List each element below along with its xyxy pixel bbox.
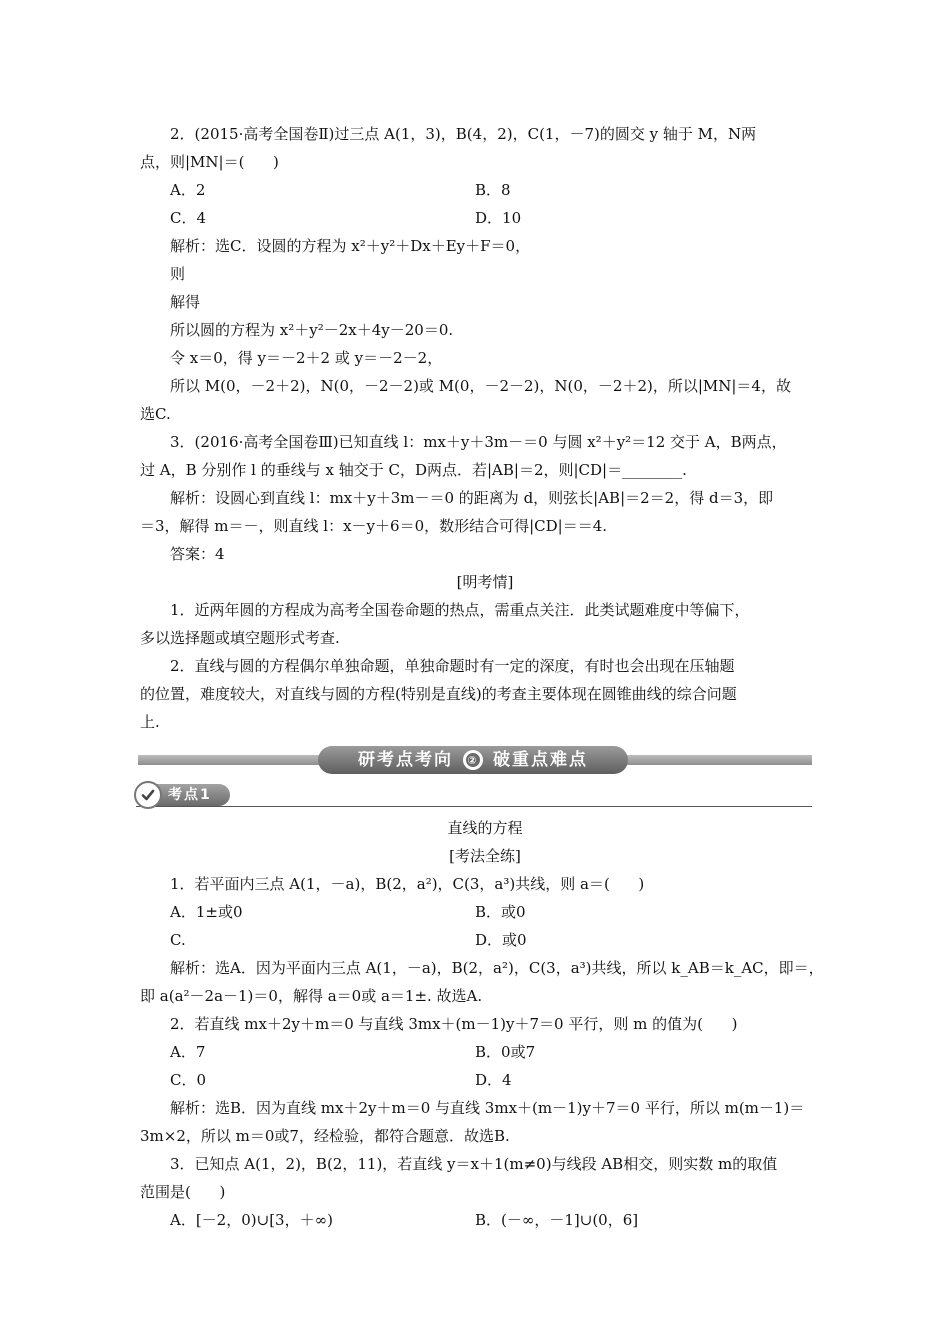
q3-solution-line2: ＝3，解得 m＝－，则直线 l：x－y＋6＝0，数形结合可得|CD|＝＝4. (140, 517, 608, 535)
p2-solution-line1: 解析：选B．因为直线 mx＋2y＋m＝0 与直线 3mx＋(m－1)y＋7＝0 平行，所以 m(m－1)＝ (170, 1099, 805, 1117)
p1-solution-line2: 即 a(a²－2a－1)＝0，解得 a＝0或 a＝1±. 故选A. (140, 987, 483, 1005)
q2-option-a: A．2 (170, 181, 206, 199)
banner-plate (318, 746, 628, 774)
p2-option-d: D．4 (475, 1071, 512, 1089)
q2-solution-line2: 则 (170, 265, 186, 283)
p1-option-b: B．或0 (475, 903, 526, 921)
kaodian-header (136, 782, 812, 810)
q2-solution-line1: 解析：选C．设圆的方程为 x²＋y²＋Dx＋Ey＋F＝0， (170, 237, 531, 255)
p2-solution-line2: 3m×2，所以 m＝0或7，经检验，都符合题意．故选B. (140, 1127, 510, 1145)
p1-options-row1 (140, 898, 830, 926)
section-subtitle: [考法全练] (449, 847, 521, 865)
p1-option-a: A．1±或0 (170, 903, 243, 921)
q3-answer: 答案：4 (170, 545, 225, 563)
q2-stem-line1: 2．(2015·高考全国卷Ⅱ)过三点 A(1，3)，B(4，2)，C(1，－7)的圆交 y 轴于 M，N两 (170, 125, 757, 143)
q2-options-row1 (140, 176, 830, 204)
kaodian-tag (136, 784, 230, 806)
p2-options-row1 (140, 1038, 830, 1066)
section-banner (138, 746, 812, 776)
p2-option-c: C．0 (170, 1071, 207, 1089)
q3-solution-line1: 解析：设圆心到直线 l：mx＋y＋3m－＝0 的距离为 d，则弦长|AB|＝2＝2，得 d＝3，即 (170, 489, 774, 507)
p1-stem: 1．若平面内三点 A(1，－a)，B(2，a²)，C(3，a³)共线，则 a＝( ) (170, 875, 645, 893)
p2-option-a: A．7 (170, 1043, 206, 1061)
p3-option-a: A．[－2，0)∪[3，＋∞) (170, 1211, 333, 1229)
document-page (140, 120, 830, 1234)
q2-stem-line2: 点，则|MN|＝( ) (140, 153, 279, 171)
q2-solution-line7: 选C. (140, 405, 171, 423)
exam-info-1-line2: 多以选择题或填空题形式考查. (140, 629, 340, 647)
kaodian-label: 考点1 (168, 787, 212, 803)
section-title: 直线的方程 (447, 819, 523, 837)
banner-right-text: 破重点难点 (493, 750, 588, 770)
p3-stem-line1: 3．已知点 A(1，2)，B(2，11)，若直线 y＝x＋1(m≠0)与线段 AB相交，则实数 m的取值 (170, 1155, 778, 1173)
q2-options-row2 (140, 204, 830, 232)
exam-info-heading: [明考情] (456, 573, 514, 591)
kaodian-rule (136, 806, 812, 807)
q2-solution-line5: 令 x＝0，得 y＝－2＋2 或 y＝－2－2， (170, 349, 443, 367)
p2-stem: 2．若直线 mx＋2y＋m＝0 与直线 3mx＋(m－1)y＋7＝0 平行，则 m 的值为( ) (170, 1015, 738, 1033)
p1-option-c: C. (170, 931, 186, 949)
exam-info-2-line1: 2．直线与圆的方程偶尔单独命题，单独命题时有一定的深度，有时也会出现在压轴题 (170, 657, 735, 675)
q2-solution-line6: 所以 M(0，－2＋2)，N(0，－2－2)或 M(0，－2－2)，N(0，－2＋2)，所以|MN|＝4，故 (170, 377, 791, 395)
exam-info-2-line2: 的位置，难度较大，对直线与圆的方程(特别是直线)的考查主要体现在圆锥曲线的综合问题 (140, 685, 737, 703)
q2-solution-line3: 解得 (170, 293, 201, 311)
p1-solution-line1: 解析：选A．因为平面内三点 A(1，－a)，B(2，a²)，C(3，a³)共线，所以 k_AB＝k_AC，即＝， (170, 959, 824, 977)
checkmark-icon (134, 781, 162, 809)
p2-option-b: B．0或7 (475, 1043, 536, 1061)
q2-option-b: B．8 (475, 181, 511, 199)
p1-options-row2 (140, 926, 830, 954)
p3-options-row1 (140, 1206, 830, 1234)
q2-option-d: D．10 (475, 209, 522, 227)
p3-stem-line2: 范围是( ) (140, 1183, 226, 1201)
exam-info-1-line1: 1．近两年圆的方程成为高考全国卷命题的热点，需重点关注．此类试题难度中等偏下， (170, 601, 750, 619)
p1-option-d: D．或0 (475, 931, 527, 949)
svg-text:②: ② (467, 754, 479, 767)
q3-stem-line1: 3．(2016·高考全国卷Ⅲ)已知直线 l：mx＋y＋3m－＝0 与圆 x²＋y²＝12 交于 A，B两点， (170, 433, 787, 451)
numbered-circle-icon (463, 750, 483, 770)
banner-left-text: 研考点考向 (358, 750, 453, 770)
q2-option-c: C．4 (170, 209, 207, 227)
q2-solution-line4: 所以圆的方程为 x²＋y²－2x＋4y－20＝0. (170, 321, 454, 339)
p2-options-row2 (140, 1066, 830, 1094)
q3-stem-line2: 过 A，B 分别作 l 的垂线与 x 轴交于 C，D两点．若|AB|＝2，则|CD|＝________. (140, 461, 687, 479)
p3-option-b: B．(－∞，－1]∪(0，6] (475, 1211, 639, 1229)
exam-info-2-line3: 上. (140, 713, 160, 731)
